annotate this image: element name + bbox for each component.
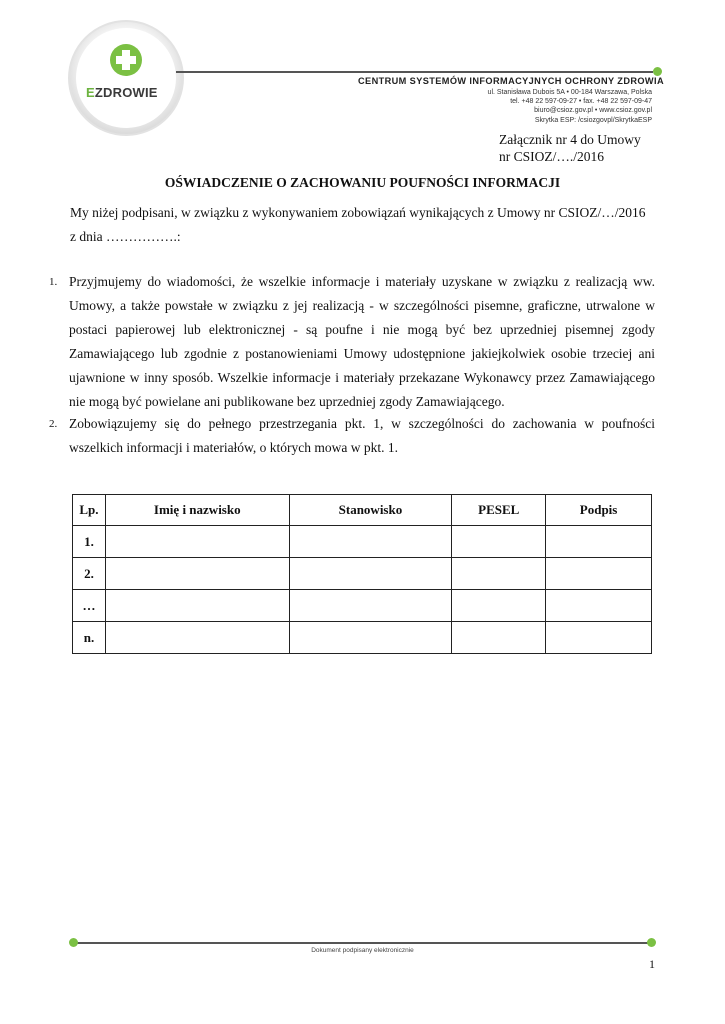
position-cell[interactable]	[289, 590, 452, 622]
header-divider	[176, 71, 653, 73]
logo-wordmark: EZDROWIE	[86, 85, 158, 100]
column-header-lp: Lp.	[73, 495, 106, 526]
column-header-signature: Podpis	[546, 495, 652, 526]
table-row	[73, 558, 652, 590]
row-number: 1.	[73, 526, 106, 558]
footer-dot-left-icon	[69, 938, 78, 947]
column-header-name: Imię i nazwisko	[105, 495, 289, 526]
list-item-number: 2.	[49, 418, 58, 430]
document-title: OŚWIADCZENIE O ZACHOWANIU POUFNOŚCI INFORMACJI	[164, 175, 561, 190]
pesel-cell[interactable]	[452, 622, 546, 654]
organization-name: CENTRUM SYSTEMÓW INFORMACYJNYCH OCHRONY ZDROWIA	[358, 76, 664, 86]
row-number: n.	[73, 622, 106, 654]
org-phone: tel. +48 22 597-09-27 • fax. +48 22 597-09-47	[510, 98, 652, 106]
signature-cell[interactable]	[546, 590, 652, 622]
name-cell[interactable]	[105, 622, 289, 654]
organization-contact	[488, 88, 652, 125]
footer-signed-note: Dokument podpisany elektronicznie	[311, 947, 414, 954]
list-item	[49, 412, 655, 460]
signature-cell[interactable]	[546, 622, 652, 654]
page-number: 1	[649, 957, 655, 971]
pesel-cell[interactable]	[452, 558, 546, 590]
signature-cell[interactable]	[546, 526, 652, 558]
footer-dot-right-icon	[647, 938, 656, 947]
list-item	[49, 270, 655, 414]
list-item-text: Zobowiązujemy się do pełnego przestrzegania pkt. 1, w szczególności do zachowania w poufności wszelkich informacji i materiałów, o których mowa w pkt. 1.	[69, 416, 655, 455]
intro-line-1: My niżej podpisani, w związku z wykonywaniem zobowiązań wynikających z Umowy nr CSIOZ/…/2016	[70, 205, 646, 220]
intro-paragraph	[70, 201, 655, 249]
annex-line-2: nr CSIOZ/…./2016	[499, 149, 605, 164]
position-cell[interactable]	[289, 558, 452, 590]
annex-line-1: Załącznik nr 4 do Umowy	[499, 132, 641, 147]
list-item-text: Przyjmujemy do wiadomości, że wszelkie informacje i materiały uzyskane w związku z realizacją ww. Umowy, a także powstałe w związku z jej realizacją - w szczególności pisemne, graficzne, utrwalone w postaci papierowej lub elektronicznej - są poufne i nie mogą być bez uprzedniej pisemnej zgody Zamawiającego lub zgodnie z postanowieniami Umowy udostępnione jakiejkolwiek osobie trzeciej ani ujawnione w inny sposób. Wszelkie informacje i materiały przekazane Wykonawcy przez Zamawiającego nie mogą być powielane ani publikowane bez uprzedniej zgody Zamawiającego.	[69, 274, 655, 409]
row-number: 2.	[73, 558, 106, 590]
name-cell[interactable]	[105, 526, 289, 558]
table-row	[73, 622, 652, 654]
row-number: …	[73, 590, 106, 622]
name-cell[interactable]	[105, 590, 289, 622]
column-header-position: Stanowisko	[289, 495, 452, 526]
signature-cell[interactable]	[546, 558, 652, 590]
pesel-cell[interactable]	[452, 590, 546, 622]
name-cell[interactable]	[105, 558, 289, 590]
footer-divider	[74, 942, 649, 944]
intro-line-2: z dnia …………….:	[70, 229, 181, 244]
org-address: ul. Stanisława Dubois 5A • 00-184 Warszawa, Polska	[487, 89, 652, 96]
table-row	[73, 526, 652, 558]
position-cell[interactable]	[289, 526, 452, 558]
signature-table	[72, 494, 652, 654]
position-cell[interactable]	[289, 622, 452, 654]
org-email: biuro@csioz.gov.pl • www.csioz.gov.pl	[534, 107, 652, 115]
table-row	[73, 590, 652, 622]
list-item-number: 1.	[49, 276, 58, 288]
annex-reference	[499, 131, 641, 165]
ezdrowie-logo	[66, 18, 186, 138]
org-esp: Skrytka ESP: /csiozgovpl/SkrytkaESP	[534, 116, 652, 124]
header-dot-icon	[653, 67, 662, 76]
pesel-cell[interactable]	[452, 526, 546, 558]
table-header-row	[73, 495, 652, 526]
column-header-pesel: PESEL	[452, 495, 546, 526]
